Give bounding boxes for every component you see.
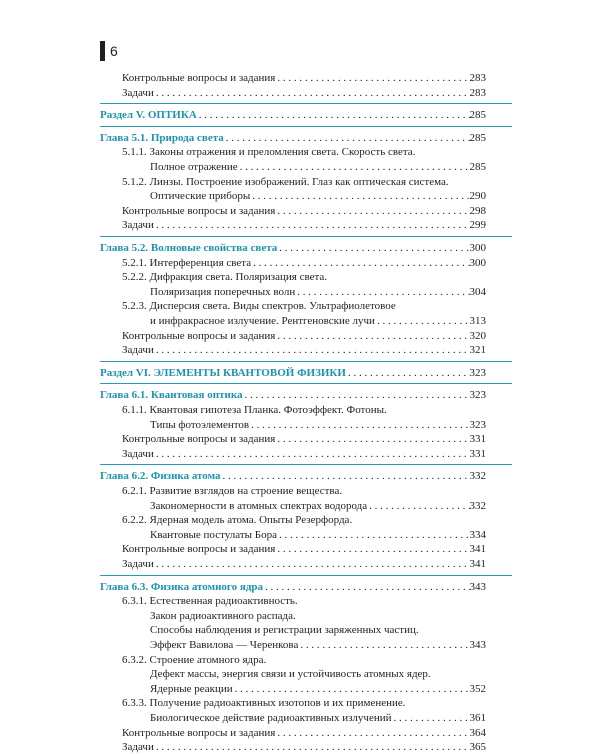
dot-leader [233,683,470,696]
toc-entry-label: 5.2.3. Дисперсия света. Виды спектров. Ультрафиолетовое [122,300,396,313]
toc-entry-label: Закон радиоактивного распада. [150,609,296,622]
toc-entry-page: 331 [469,433,486,446]
dot-leader [275,330,469,343]
toc-entry-page: 341 [469,543,486,556]
toc-entry[interactable] [122,299,486,313]
dot-leader [263,581,469,594]
toc-entry[interactable] [150,623,486,637]
toc-entry-label: Задачи [122,741,154,754]
toc-entry-label: 6.3.1. Естественная радиоактивность. [122,595,298,608]
toc-entry-page: 323 [469,418,486,431]
toc-entry-label: 5.2.1. Интерференция света [122,256,252,269]
dot-leader [154,741,470,754]
toc-entry[interactable] [122,696,486,710]
toc-entry-page: 364 [469,726,486,739]
toc-entry[interactable] [122,447,486,461]
toc-entry[interactable] [122,594,486,608]
toc-entry-label: Полное отражение [150,161,238,173]
toc-entry-label: Квантовые постулаты Бора [150,528,277,541]
toc-entry-label: и инфракрасное излучение. Рентгеновские лучи [150,315,375,327]
toc-entry[interactable] [150,682,486,696]
toc-entry[interactable] [122,256,486,270]
toc-entry[interactable] [122,403,486,417]
toc-entry-page: 321 [469,344,486,357]
page-number: 6 [110,43,118,59]
toc-entry[interactable] [122,329,486,343]
toc-entry-label: 6.2.2. Ядерная модель атома. Опыты Резерфорда. [122,514,353,527]
toc-entry[interactable] [150,499,486,513]
dot-leader [275,727,469,740]
toc-entry-page: 341 [469,558,486,570]
toc-entry-label: Типы фотоэлементов [150,418,250,431]
dot-leader [238,161,470,174]
toc-entry[interactable] [100,108,486,122]
toc-entry[interactable] [122,145,486,159]
toc-entry[interactable] [150,638,486,652]
toc-entry-label: Раздел V. ОПТИКА [100,109,197,122]
toc-entry[interactable] [100,131,486,145]
toc-entry[interactable] [122,542,486,556]
toc-entry[interactable] [150,711,486,725]
dot-leader [154,219,470,232]
toc-entry-page: 323 [469,389,486,402]
toc-entry-label: 5.1.2. Линзы. Построение изображений. Глаз как оптическая система. [122,175,449,188]
dot-leader [367,500,469,513]
toc-entry-page: 323 [469,366,486,379]
toc-entry-label: Глава 6.2. Физика атома [100,470,221,483]
toc-entry-label: Эффект Вавилова — Черенкова [150,639,299,651]
toc-entry[interactable] [122,740,486,754]
dot-leader [275,72,469,85]
dot-leader [275,543,469,556]
toc-entry-page: 313 [469,315,486,327]
toc-entry-label: Контрольные вопросы и задания [122,204,276,217]
toc-entry-label: Задачи [122,219,154,232]
toc-entry-label: Способы наблюдения и регистрации заряженных частиц. [150,624,419,637]
toc-entry[interactable] [150,285,486,299]
toc-entry-page: 334 [469,528,486,541]
dot-leader [251,257,469,270]
toc-entry-label: 6.2.1. Развитие взглядов на строение вещества. [122,485,343,497]
dot-leader [275,205,469,218]
toc-entry-label: Контрольные вопросы и задания [122,433,276,446]
toc-entry-page: 332 [469,470,486,483]
toc-entry-label: 5.2.2. Дифракция света. Поляризация света. [122,271,328,284]
toc-entry-page: 300 [469,256,486,269]
toc-entry[interactable] [100,388,486,402]
toc-entry-label: 5.1.1. Законы отражения и преломления света. Скорость света. [122,146,416,159]
toc-entry-label: Задачи [122,86,154,99]
toc-entry-label: Поляризация поперечных волн [150,285,296,298]
toc-entry-label: Контрольные вопросы и задания [122,543,276,556]
toc-entry[interactable] [122,175,486,189]
section-divider [100,464,512,465]
toc-entry[interactable] [150,314,486,328]
toc-entry-page: 343 [469,580,486,593]
toc-entry-label: Контрольные вопросы и задания [122,726,276,739]
dot-leader [154,558,470,571]
toc-entry-label: Глава 6.1. Квантовая оптика [100,389,243,402]
toc-entry[interactable] [122,204,486,218]
toc-entry[interactable] [150,418,486,432]
toc-entry-page: 285 [469,109,486,122]
toc-entry-label: 6.3.2. Строение атомного ядра. [122,653,267,666]
toc-entry-page: 332 [469,499,486,512]
toc-entry-label: Глава 5.1. Природа света [100,131,224,144]
dot-leader [224,132,470,145]
toc-entry[interactable] [100,366,486,380]
toc-entry-label: Закономерности в атомных спектрах водорода [150,499,368,512]
toc-entry[interactable] [150,609,486,623]
toc-entry-page: 361 [469,712,486,724]
toc-entry[interactable] [150,528,486,542]
dot-leader [375,315,470,328]
dot-leader [250,190,469,203]
toc-entry-page: 343 [469,639,486,651]
toc-entry-page: 285 [469,161,486,173]
toc-entry-label: Биологическое действие радиоактивных излучений [150,712,392,724]
toc-entry-label: 6.3.3. Получение радиоактивных изотопов и их применение. [122,697,406,710]
dot-leader [154,87,470,100]
section-divider [100,383,512,384]
toc-entry[interactable] [122,484,486,498]
toc-entry-label: Задачи [122,558,154,570]
dot-leader [295,286,469,299]
toc-entry-page: 365 [469,741,486,754]
section-divider [100,575,512,576]
section-divider [100,236,512,237]
toc-entry-label: Раздел VI. ЭЛЕМЕНТЫ КВАНТОВОЙ ФИЗИКИ [100,366,346,379]
toc-entry-label: 6.1.1. Квантовая гипотеза Планка. Фотоэффект. Фотоны. [122,404,387,416]
toc-entry-label: Задачи [122,447,154,460]
section-divider [100,361,512,362]
toc-entry[interactable] [122,432,486,446]
toc-entry[interactable] [100,241,486,255]
toc-entry[interactable] [122,218,486,232]
section-divider [100,103,512,104]
toc-entry[interactable] [150,189,486,203]
toc-entry-page: 298 [469,204,486,217]
toc-entry[interactable] [122,270,486,284]
toc-entry-label: Задачи [122,344,154,357]
toc-entry[interactable] [122,343,486,357]
dot-leader [221,470,470,483]
toc-entry-page: 283 [469,72,486,84]
toc-entry-page: 283 [469,86,486,99]
page-marker-bar [100,41,105,61]
toc-entry-label: Дефект массы, энергия связи и устойчивость атомных ядер. [150,668,431,681]
dot-leader [392,712,470,725]
toc-entry-page: 300 [469,242,486,254]
toc-entry-page: 320 [469,329,486,342]
toc-entry-page: 352 [469,682,486,695]
section-divider [100,126,512,127]
dot-leader [298,639,469,652]
toc-entry-label: Контрольные вопросы и задания [122,329,276,342]
dot-leader [154,448,470,461]
toc-entry-label: Глава 5.2. Волновые свойства света [100,242,278,254]
toc-entry-page: 299 [469,219,486,232]
toc-entry-label: Ядерные реакции [150,682,233,695]
toc-entry[interactable] [100,469,486,483]
toc-entry-page: 290 [469,190,486,203]
toc-entry-page: 304 [469,285,486,298]
dot-leader [249,419,469,432]
toc-entry[interactable] [100,580,486,594]
toc-entry-page: 331 [469,447,486,460]
toc-entry[interactable] [150,160,486,174]
dot-leader [154,344,470,357]
toc-entry[interactable] [122,653,486,667]
toc-entry-label: Оптические приборы [150,190,251,203]
toc-entry[interactable] [122,513,486,527]
toc-entry[interactable] [122,71,486,85]
toc-entry-label: Глава 6.3. Физика атомного ядра [100,580,264,593]
toc-entry[interactable] [122,557,486,571]
dot-leader [277,529,470,542]
dot-leader [197,109,470,122]
toc-entry[interactable] [122,86,486,100]
dot-leader [277,242,469,255]
toc-entry-label: Контрольные вопросы и задания [122,72,276,84]
toc-entry-page: 285 [469,131,486,144]
dot-leader [243,389,470,402]
toc-entry[interactable] [150,667,486,681]
dot-leader [275,433,469,446]
dot-leader [346,367,470,380]
toc-entry[interactable] [122,726,486,740]
